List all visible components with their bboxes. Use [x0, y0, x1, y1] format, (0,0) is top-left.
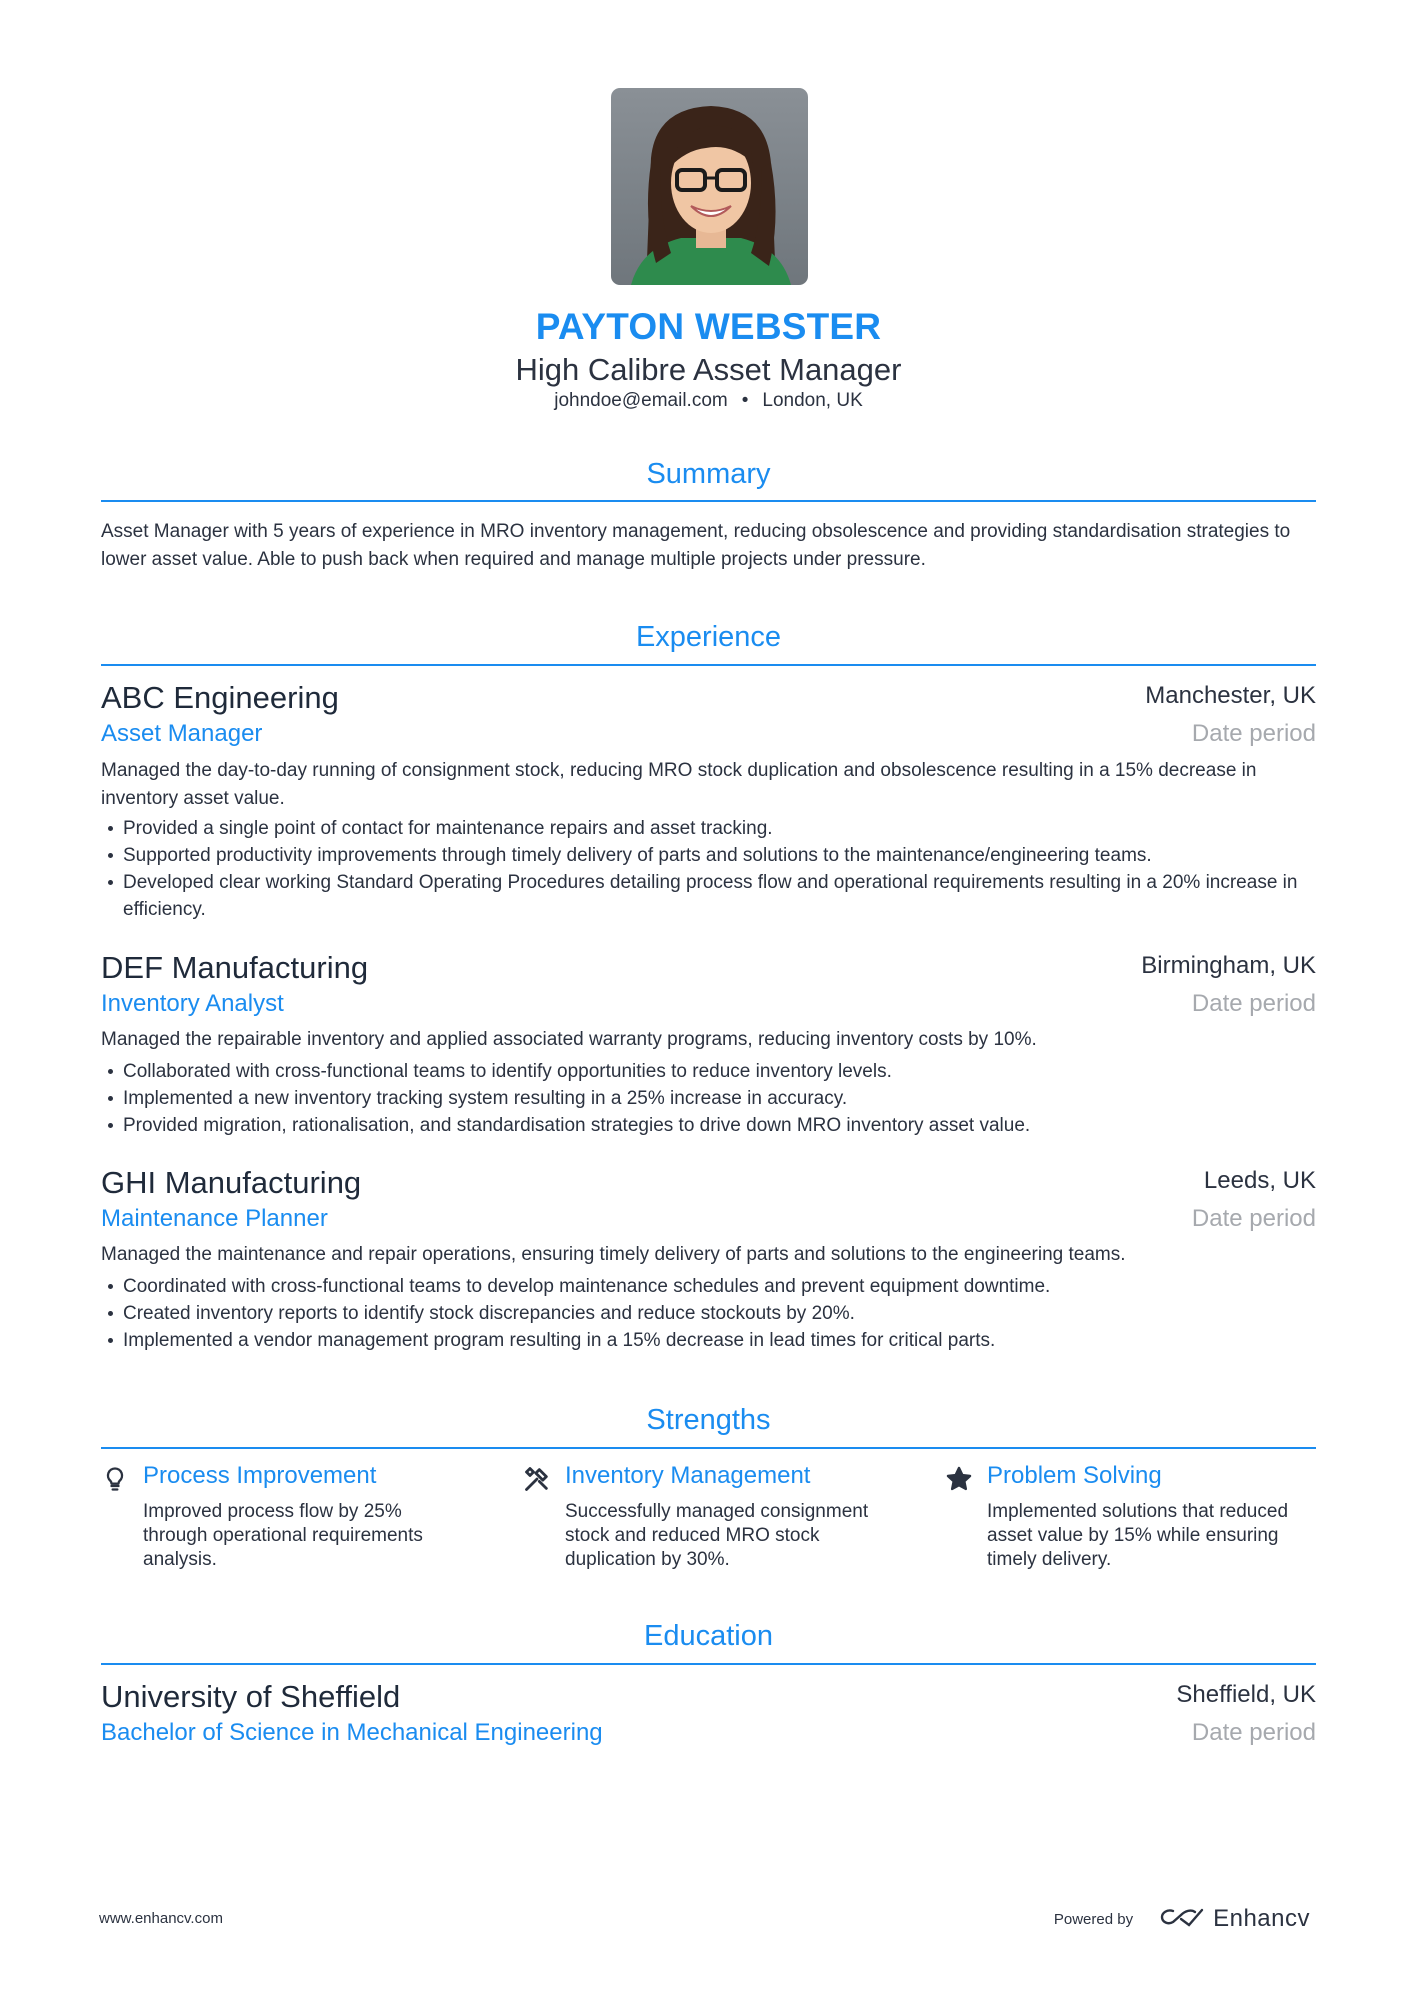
- job-company: GHI Manufacturing: [101, 1165, 362, 1200]
- job-description: Managed the repairable inventory and applied associated warranty programs, reducing inventory costs by 10%.: [101, 1029, 1037, 1050]
- contact-line: [101, 390, 1316, 412]
- list-item: Collaborated with cross-functional teams to identify opportunities to reduce inventory levels.: [101, 1058, 1316, 1085]
- email[interactable]: johndoe@email.com: [554, 390, 728, 411]
- experience-heading: Experience: [635, 621, 782, 653]
- job-company: ABC Engineering: [101, 680, 339, 715]
- list-item: Created inventory reports to identify stock discrepancies and reduce stockouts by 20%.: [101, 1300, 1316, 1327]
- tools-icon: [523, 1465, 551, 1493]
- job-date: Date period: [1191, 990, 1316, 1017]
- job-description: Managed the maintenance and repair operations, ensuring timely delivery of parts and solutions to the engineering teams.: [101, 1244, 1126, 1265]
- list-item: Coordinated with cross-functional teams to develop maintenance schedules and prevent equipment downtime.: [101, 1273, 1316, 1300]
- footer-branding[interactable]: [1054, 1899, 1310, 1939]
- list-item: Developed clear working Standard Operating Procedures detailing process flow and operational requirements resulting in a 20% increase in efficiency.: [101, 869, 1316, 923]
- education-degree: Bachelor of Science in Mechanical Engineering: [101, 1719, 603, 1746]
- job-location: Leeds, UK: [1203, 1167, 1316, 1194]
- summary-heading: Summary: [646, 458, 771, 490]
- education-heading: Education: [644, 1620, 773, 1652]
- strength-title: Inventory Management: [565, 1462, 811, 1489]
- location: London, UK: [762, 390, 863, 411]
- job-location: Manchester, UK: [1145, 682, 1316, 709]
- enhancv-logo-icon: [1159, 1905, 1205, 1934]
- brand-name: Enhancv: [1213, 1905, 1310, 1932]
- portrait-image: [611, 88, 808, 285]
- job-description: Managed the day-to-day running of consignment stock, reducing MRO stock duplication and obsolescence resulting in a 15% decrease in inventory asset value.: [101, 760, 1257, 809]
- job-company: DEF Manufacturing: [101, 950, 369, 985]
- candidate-name: PAYTON WEBSTER: [535, 306, 882, 347]
- section-divider: [101, 500, 1316, 502]
- strength-text: Successfully managed consignment stock and reduced MRO stock duplication by 30%.: [565, 1501, 869, 1570]
- list-item: Implemented a vendor management program resulting in a 15% decrease in lead times for critical parts.: [101, 1327, 1316, 1354]
- job-role: Inventory Analyst: [101, 990, 284, 1017]
- strength-title: Process Improvement: [143, 1462, 377, 1489]
- candidate-title: High Calibre Asset Manager: [515, 352, 902, 387]
- job-bullets: [101, 815, 1316, 923]
- education-school: University of Sheffield: [101, 1679, 401, 1714]
- job-bullets: [101, 1273, 1316, 1354]
- footer-website-link[interactable]: www.enhancv.com: [99, 1910, 223, 1927]
- summary-text: Asset Manager with 5 years of experience in MRO inventory management, reducing obsolescence and providing standardisation strategies to lower asset value. Able to push back when required and manage multiple projects under pressure.: [101, 521, 1291, 570]
- strength-title: Problem Solving: [987, 1462, 1162, 1489]
- list-item: Implemented a new inventory tracking system resulting in a 25% increase in accuracy.: [101, 1085, 1316, 1112]
- star-icon: [945, 1465, 973, 1493]
- list-item: Provided a single point of contact for maintenance repairs and asset tracking.: [101, 815, 1316, 842]
- job-date: Date period: [1191, 1205, 1316, 1232]
- section-divider: [101, 1447, 1316, 1449]
- separator-dot: •: [741, 390, 749, 411]
- section-divider: [101, 1663, 1316, 1665]
- education-location: Sheffield, UK: [1176, 1681, 1316, 1708]
- job-bullets: [101, 1058, 1316, 1139]
- list-item: Provided migration, rationalisation, and standardisation strategies to drive down MRO inventory asset value.: [101, 1112, 1316, 1139]
- job-date: Date period: [1191, 720, 1316, 747]
- strengths-heading: Strengths: [646, 1404, 771, 1436]
- job-location: Birmingham, UK: [1141, 952, 1316, 979]
- job-role: Maintenance Planner: [101, 1205, 328, 1232]
- strength-text: Implemented solutions that reduced asset value by 15% while ensuring timely delivery.: [987, 1501, 1289, 1570]
- profile-photo: [611, 88, 808, 285]
- education-date: Date period: [1191, 1719, 1316, 1746]
- job-role: Asset Manager: [101, 720, 263, 747]
- strength-text: Improved process flow by 25% through operational requirements analysis.: [143, 1501, 423, 1570]
- section-divider: [101, 664, 1316, 666]
- powered-by-label: Powered by: [1053, 1910, 1134, 1928]
- lightbulb-icon: [101, 1465, 129, 1493]
- list-item: Supported productivity improvements through timely delivery of parts and solutions to the maintenance/engineering teams.: [101, 842, 1316, 869]
